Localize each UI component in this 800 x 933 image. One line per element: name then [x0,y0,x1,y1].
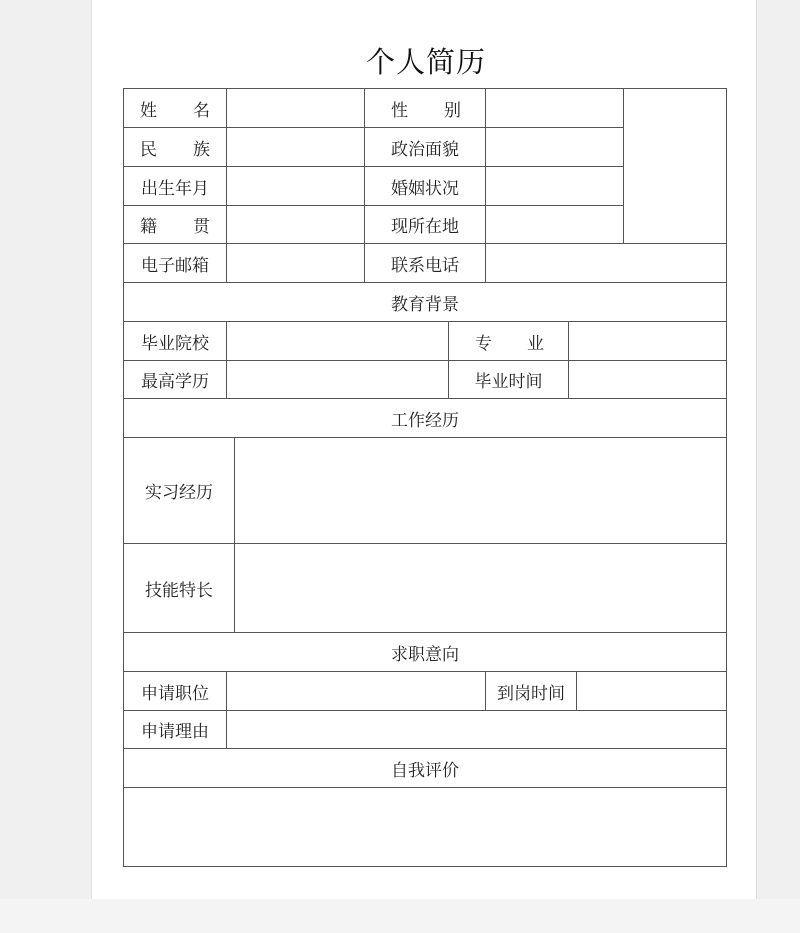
native-place-label [124,206,226,243]
job-intent-section-header: 求职意向 [391,644,459,665]
start-date-field[interactable] [577,672,726,710]
graduation-date-field[interactable] [569,361,726,398]
start-date-label: 到岗时间 [497,683,565,704]
school-field[interactable] [227,322,448,360]
education-section-header: 教育背景 [391,294,459,315]
self-evaluation-section-header: 自我评价 [391,760,459,781]
position-field[interactable] [227,672,485,710]
degree-label: 最高学历 [141,372,209,392]
political-status-label: 政治面貌 [391,139,459,160]
gender-field[interactable] [486,89,623,127]
skills-label: 技能特长 [145,580,213,601]
reason-label: 申请理由 [141,722,209,742]
major-label-char: 专 [475,333,492,354]
current-location-label: 现所在地 [391,217,459,237]
ethnicity-field[interactable] [227,128,364,166]
gender-label-char: 性 [391,100,408,121]
graduation-date-label: 毕业时间 [474,372,543,392]
school-label: 毕业院校 [141,333,209,354]
marital-status-label: 婚姻状况 [391,178,459,199]
political-status-field[interactable] [486,128,623,166]
work-section-header: 工作经历 [391,410,459,431]
native-place-field[interactable] [227,206,364,243]
email-label: 电子邮箱 [141,255,209,276]
ethnicity-label-char: 族 [193,139,210,160]
internship-field[interactable] [235,438,726,543]
ethnicity-label-char: 民 [140,139,157,160]
birth-date-field[interactable] [227,167,364,205]
photo-field[interactable] [624,89,726,243]
marital-status-field[interactable] [486,167,623,205]
native-place-label-char: 籍 [140,217,157,237]
degree-field[interactable] [227,361,448,398]
reason-field[interactable] [227,711,726,748]
name-label-char: 姓 [140,100,157,121]
viewer-bottom-bar [0,899,800,933]
email-field[interactable] [227,244,364,282]
page-title: 个人简历 [365,45,486,79]
major-label-char: 业 [527,333,544,354]
gender-label [365,89,485,127]
internship-label: 实习经历 [145,483,213,503]
ethnicity-label [124,128,226,166]
birth-date-label: 出生年月 [141,178,209,199]
name-label [124,89,226,127]
phone-label: 联系电话 [391,255,459,276]
major-field[interactable] [569,322,726,360]
document-page [91,0,757,899]
current-location-field[interactable] [486,206,623,243]
self-evaluation-field[interactable] [124,788,726,866]
position-label: 申请职位 [141,683,209,704]
major-label [449,322,568,360]
resume-table [123,88,727,867]
gender-label-char: 别 [444,100,461,121]
skills-field[interactable] [235,544,726,632]
name-label-char: 名 [193,100,210,121]
phone-field[interactable] [486,244,726,282]
name-field[interactable] [227,89,364,127]
native-place-label-char: 贯 [193,217,210,237]
